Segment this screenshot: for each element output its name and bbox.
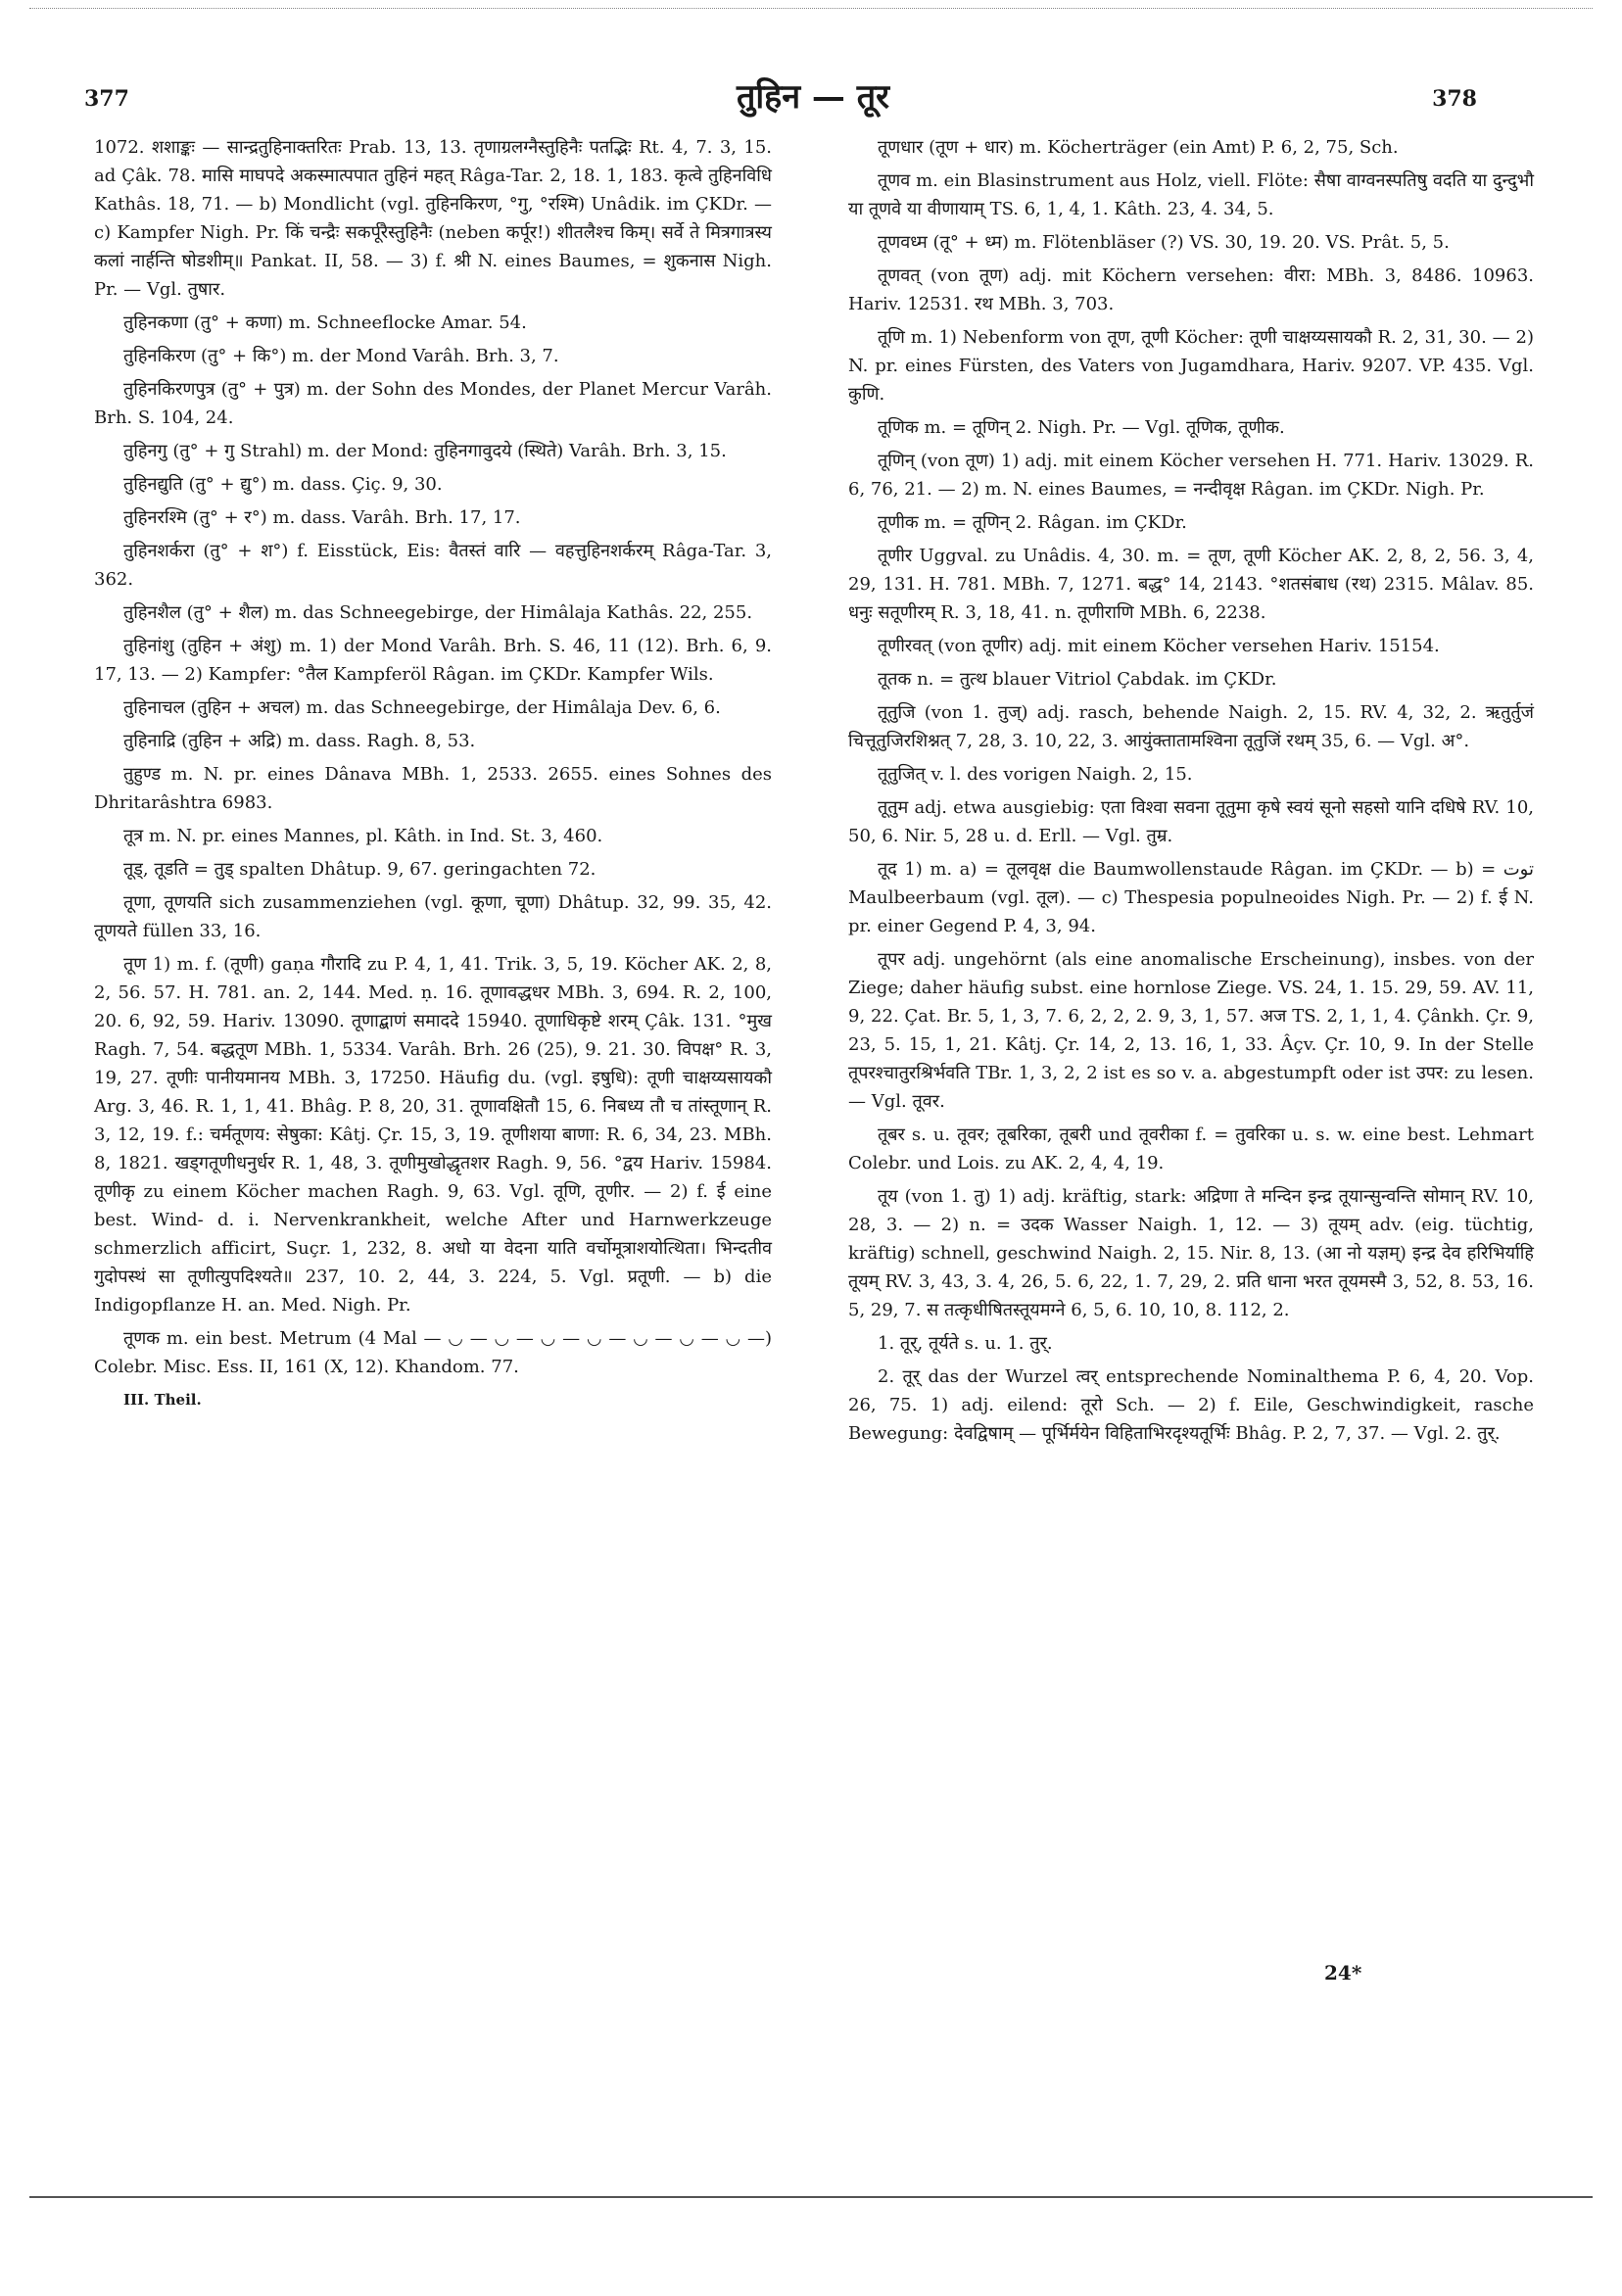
dictionary-entry: तूणवत् (von तूण) adj. mit Köchern versehen: वीरा: MBh. 3, 8486. 10963. Hariv. 12531. रथ MBh. 3, 703. — [848, 265, 1534, 314]
dictionary-entry: तूतुजित् v. l. des vorigen Naigh. 2, 15. — [878, 764, 1193, 785]
dictionary-entry: तूद 1) m. a) = तूलवृक्ष die Baumwollenstaude Râgan. im ÇKDr. — b) = توت Maulbeerbaum (vgl. तूल). — c) Thespesia populneoides Nigh. Pr. — 2) f. ई N. pr. einer Gegend P. 4, 3, 94. — [848, 859, 1534, 936]
dictionary-entry: तूणवध्म (तू° + ध्म) m. Flötenbläser (?) VS. 30, 19. 20. VS. Prât. 5, 5. — [878, 232, 1450, 253]
dictionary-entry: तूतुजि (von 1. तुज्) adj. rasch, behende Naigh. 2, 15. RV. 4, 32, 2. ऋतुर्तुजं चित्तूतुजिरशिश्नत् 7, 28, 3. 10, 22, 3. आयुंक्तातामश्विना तूतुजिं रथम् 35, 6. — Vgl. अ°. — [848, 702, 1534, 751]
dictionary-entry: 1072. शशाङ्कः — सान्द्रतुहिनाक्तरितः Prab. 13, 13. तृणाग्रलग्नैस्तुहिनैः पतद्भिः Rt. 4, 7. 3, 15. ad Çâk. 78. मासि माघपदे अकस्मात्पपात तुहिनं महत् Râga-Tar. 2, 18. 1, 183. कृत्वे तुहिनविधि Kathâs. 18, 71. — b) Mondlicht (vgl. तुहिनकिरण, °गु, °रश्मि) Unâdik. im ÇKDr. — c) Kampfer Nigh. Pr. किं चन्द्रैः सकर्पूरैस्तुहिनैः (neben कर्पूर!) शीतलैश्च किम्। सर्वे ते मित्रगात्रस्य कलां नार्हन्ति षोडशीम्॥ Pankat. II, 58. — 3) f. श्री N. eines Baumes, = शुकनास Nigh. Pr. — Vgl. तुषार. — [94, 137, 772, 300]
dictionary-entry: तूणीर Uggval. zu Unâdis. 4, 30. m. = तूण, तूणी Köcher AK. 2, 8, 2, 56. 3, 4, 29, 131. H. 781. MBh. 7, 1271. बद्ध° 14, 2143. °शतसंबाध (रथ) 2315. Mâlav. 85. धनुः सतूणीरम् R. 3, 18, 41. n. तूणीराणि MBh. 6, 2238. — [848, 546, 1534, 623]
dictionary-entry: तुहुण्ड m. N. pr. eines Dânava MBh. 1, 2533. 2655. eines Sohnes des Dhritarâshtra 6983. — [94, 764, 772, 813]
left-page-number: 377 — [84, 86, 129, 112]
dictionary-entry: तुहिनशर्करा (तु° + श°) f. Eisstück, Eis: वैतस्तं वारि — वहत्तुहिनशर्करम् Râga-Tar. 3, 362. — [94, 541, 772, 590]
page-header — [0, 69, 1622, 127]
dictionary-entry: तुहिनशैल (तु° + शैल) m. das Schneegebirge, der Himâlaja Kathâs. 22, 255. — [123, 602, 753, 623]
dictionary-entry: तूणिन् (von तूण) 1) adj. mit einem Köcher versehen H. 771. Hariv. 13029. R. 6, 76, 21. — 2) m. N. eines Baumes, = नन्दीवृक्ष Râgan. im ÇKDr. Nigh. Pr. — [848, 451, 1534, 500]
dictionary-entry: तूणधार (तूण + धार) m. Köcherträger (ein Amt) P. 6, 2, 75, Sch. — [878, 137, 1399, 158]
dictionary-entry: तूबर s. u. तूवर; तूबरिका, तूबरी und तूवरीका f. = तुवरिका u. s. w. eine best. Lehmart Colebr. und Lois. zu AK. 2, 4, 4, 19. — [848, 1124, 1534, 1173]
volume-footer: III. Theil. — [123, 1391, 202, 1409]
dictionary-entry: तूय (von 1. तु) 1) adj. kräftig, stark: अद्रिणा ते मन्दिन इन्द्र तूयान्सुन्वन्ति सोमान् RV. 10, 28, 3. — 2) n. = उदक Wasser Naigh. 1, 12. — 3) तूयम् adv. (eig. tüchtig, kräftig) schnell, geschwind Naigh. 2, 15. Nir. 8, 13. (आ नो यज्ञम्) इन्द्र देव हरिभिर्याहि तूयम् RV. 3, 43, 3. 4, 26, 5. 6, 22, 1. 7, 29, 2. प्रति धाना भरत तूयमस्मै 3, 52, 8. 53, 16. 5, 29, 7. स तत्कृधीषितस्तूयमग्ने 6, 5, 6. 10, 10, 8. 112, 2. — [848, 1186, 1534, 1320]
dictionary-entry: तुहिनद्युति (तु° + द्यु°) m. dass. Çiç. 9, 30. — [123, 474, 443, 495]
dictionary-entry: तूण 1) m. f. (तूणी) gaṇa गौरादि zu P. 4, 1, 41. Trik. 3, 5, 19. Köcher AK. 2, 8, 2, 56. 57. H. 781. an. 2, 144. Med. ṇ. 16. तूणावद्धधर MBh. 3, 694. R. 2, 100, 20. 6, 92, 59. Hariv. 13090. तूणाद्बाणं समाददे 15940. तूणाधिकृष्टे शरम् Çâk. 131. °मुख Ragh. 7, 54. बद्धतूण MBh. 1, 5334. Varâh. Brh. 26 (25), 9. 21. 30. विपक्ष° R. 3, 19, 27. तूणीः पानीयमानय MBh. 3, 17250. Häufig du. (vgl. इषुधि): तूणी चाक्षय्यसायकौ Arg. 3, 46. R. 1, 1, 41. Bhâg. P. 8, 20, 31. तूणावक्षितौ 15, 6. निबध्य तौ च तांस्तूणान् R. 3, 12, 19. f.: चर्मतूणय: सेषुका: Kâtj. Çr. 15, 3, 19. तूणीशया बाणा: R. 6, 34, 23. MBh. 8, 1821. खड्गतूणीधनुर्धर R. 1, 48, 3. तूणीमुखोद्धृतशर Ragh. 9, 56. °द्वय Hariv. 15984. तूणीकृ zu einem Köcher machen Ragh. 9, 63. Vgl. तूणि, तूणीर. — 2) f. ई eine best. Wind- d. i. Nervenkrankheit, welche After und Harnwerkzeuge schmerzlich afficirt, Suçr. 1, 232, 8. अधो या वेदना याति वर्चोमूत्राशयोत्थिता। भिन्दतीव गुदोपस्थं सा तूणीत्युपदिश्यते॥ 237, 10. 2, 44, 3. 224, 5. Vgl. प्रतूणी. — b) die Indigopflanze H. an. Med. Nigh. Pr. — [94, 954, 772, 1315]
dictionary-entry: तूणीरवत् (von तूणीर) adj. mit einem Köcher versehen Hariv. 15154. — [878, 636, 1440, 656]
dictionary-entry: तूणिक m. = तूणिन् 2. Nigh. Pr. — Vgl. तूणिक, तूणीक. — [878, 417, 1285, 438]
left-column — [94, 133, 772, 1419]
right-column — [848, 133, 1534, 1453]
dictionary-entry: तूपर adj. ungehörnt (als eine anomalische Erscheinung), insbes. von der Ziege; daher häufig subst. eine hornlose Ziege. VS. 24, 1. 15. 29, 59. AV. 11, 9, 22. Çat. Br. 5, 1, 3, 7. 6, 2, 2, 2. 9, 3, 1, 57. अज TS. 2, 1, 1, 4. Çânkh. Çr. 9, 23, 5. 15, 1, 21. Kâtj. Çr. 14, 2, 13. 16, 1, 33. Âçv. Çr. 10, 9. In der Stelle तूपरश्चातुरश्रिर्भवति TBr. 1, 3, 2, 2 ist es so v. a. abgestumpft oder ist उपर: zu lesen. — Vgl. तूवर. — [848, 949, 1534, 1112]
dictionary-entry: तूणा, तूणयति sich zusammenziehen (vgl. कूणा, चूणा) Dhâtup. 32, 99. 35, 42. तूणयते füllen 33, 16. — [94, 892, 772, 941]
dictionary-entry: तूणक m. ein best. Metrum (4 Mal — ◡ — ◡ — ◡ — ◡ — ◡ — ◡ — ◡ —) Colebr. Misc. Ess. II, 161 (X, 12). Khandom. 77. — [94, 1328, 772, 1377]
dictionary-entry: तुहिनरश्मि (तु° + र°) m. dass. Varâh. Brh. 17, 17. — [123, 507, 521, 528]
top-rule — [29, 8, 1593, 9]
right-page-number: 378 — [1432, 86, 1477, 112]
dictionary-entry: तुहिनगु (तु° + गु Strahl) m. der Mond: तुहिनगावुदये (स्थिते) Varâh. Brh. 3, 15. — [123, 441, 727, 461]
dictionary-entry: तूणीक m. = तूणिन् 2. Râgan. im ÇKDr. — [878, 512, 1187, 533]
dictionary-entry: तूणव m. ein Blasinstrument aus Holz, viell. Flöte: सैषा वाग्वनस्पतिषु वदति या दुन्दुभौ या तूणवे या वीणायाम् TS. 6, 1, 4, 1. Kâth. 23, 4. 34, 5. — [848, 170, 1534, 219]
dictionary-entry: तूड्, तूडति = तुड् spalten Dhâtup. 9, 67. geringachten 72. — [123, 859, 596, 880]
dictionary-entry: तुहिनकिरण (तु° + कि°) m. der Mond Varâh. Brh. 3, 7. — [123, 346, 559, 366]
dictionary-entry: तुहिनांशु (तुहिन + अंशु) m. 1) der Mond Varâh. Brh. S. 46, 11 (12). Brh. 6, 9. 17, 13. — 2) Kampfer: °तैल Kampferöl Râgan. im ÇKDr. Kampfer Wils. — [94, 636, 772, 685]
dictionary-entry: तूतुम adj. etwa ausgiebig: एता विश्वा सवना तूतुमा कृषे स्वयं सूनो सहसो यानि दधिषे RV. 10, 50, 6. Nir. 5, 28 u. d. Erll. — Vgl. तुम्र. — [848, 797, 1534, 846]
dictionary-entry: तूत्र m. N. pr. eines Mannes, pl. Kâth. in Ind. St. 3, 460. — [123, 826, 603, 846]
dictionary-entry: तूतक n. = तुत्थ blauer Vitriol Çabdak. im ÇKDr. — [878, 669, 1277, 690]
dictionary-entry: तुहिनाद्रि (तुहिन + अद्रि) m. dass. Ragh. 8, 53. — [123, 731, 476, 751]
dictionary-entry: तुहिनकिरणपुत्र (तु° + पुत्र) m. der Sohn des Mondes, der Planet Mercur Varâh. Brh. S. 104, 24. — [94, 379, 772, 428]
bottom-rule — [29, 2196, 1593, 2198]
signature-mark: 24* — [1324, 1961, 1362, 1985]
dictionary-entry: तुहिनाचल (तुहिन + अचल) m. das Schneegebirge, der Himâlaja Dev. 6, 6. — [123, 697, 721, 718]
dictionary-entry: तुहिनकणा (तु° + कणा) m. Schneeflocke Amar. 54. — [123, 312, 527, 333]
dictionary-entry: 1. तूर्, तूर्यते s. u. 1. तुर्. — [878, 1333, 1053, 1354]
dictionary-entry: तूणि m. 1) Nebenform von तूण, तूणी Köcher: तूणी चाक्षय्यसायकौ R. 2, 31, 30. — 2) N. pr. eines Fürsten, des Vaters von Jugamdhara, Hariv. 9207. VP. 435. Vgl. कुणि. — [848, 327, 1534, 405]
dictionary-entry: 2. तूर् das der Wurzel त्वर् entsprechende Nominalthema P. 6, 4, 20. Vop. 26, 75. 1) adj. eilend: तूरो Sch. — 2) f. Eile, Geschwindigkeit, rasche Bewegung: देवद्विषाम् — पूर्भिर्मयेन विहिताभिरदृश्यतूर्भिः Bhâg. P. 2, 7, 37. — Vgl. 2. तुर्. — [848, 1366, 1534, 1444]
running-head: तुहिन — तूर — [736, 77, 890, 117]
